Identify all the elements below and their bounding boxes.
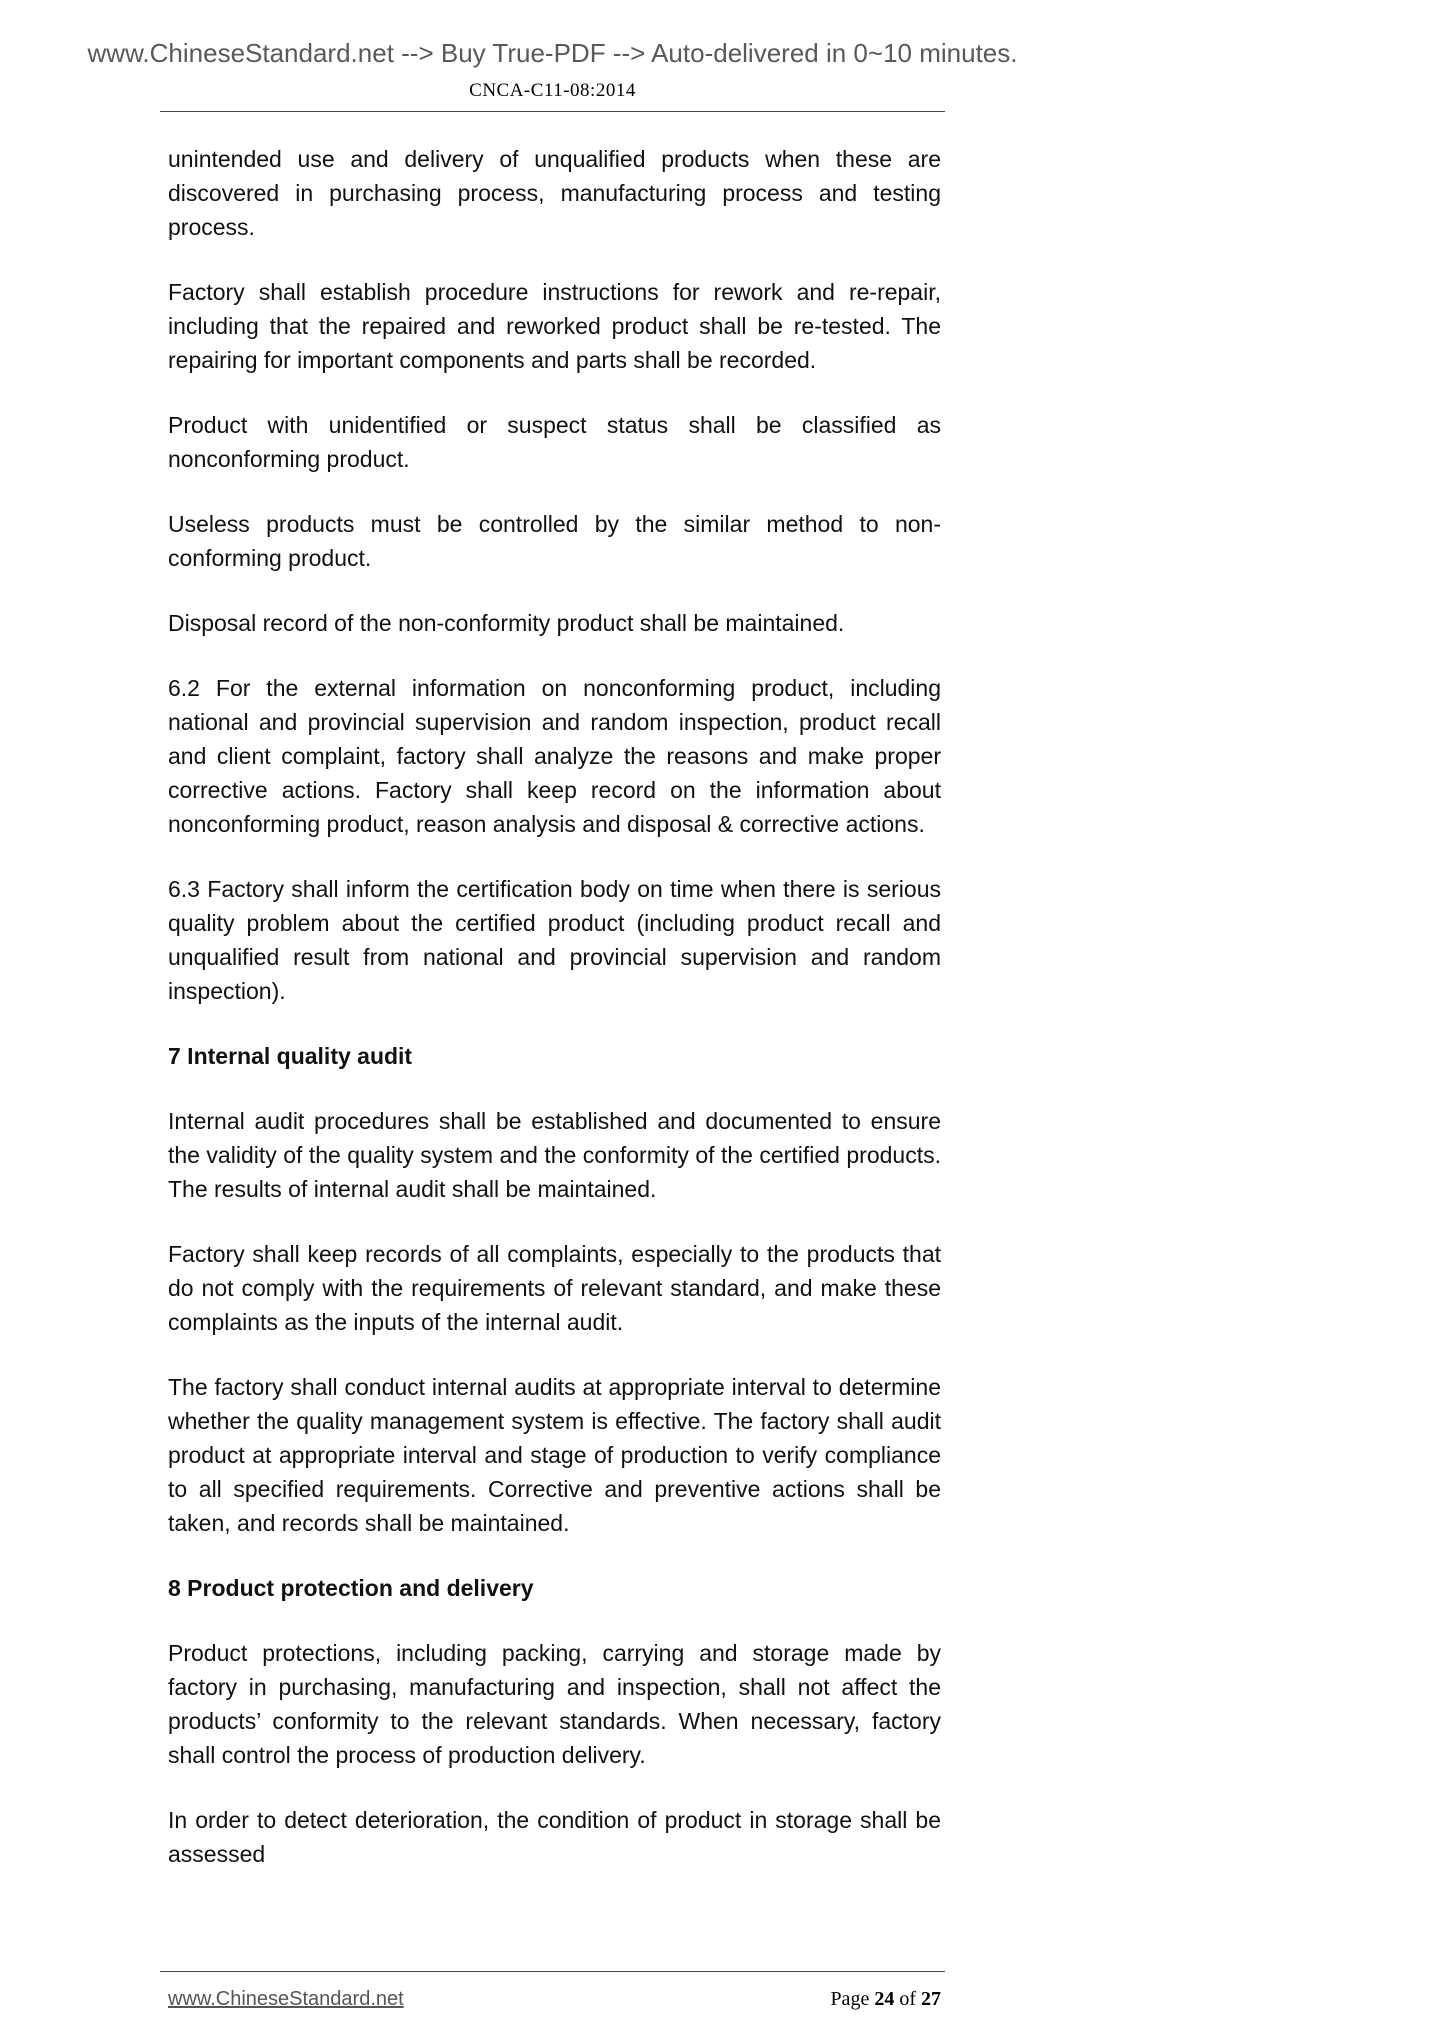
section-heading: 7 Internal quality audit	[168, 1043, 413, 1069]
page-total: 27	[921, 1988, 941, 2010]
paragraph: 6.3 Factory shall inform the certification body on time when there is serious quality problem about the certified product (including product recall and unqualified result from national and provincial supervision and random inspection).	[168, 876, 941, 1004]
footer-rule	[160, 1971, 945, 1972]
paragraph: Product with unidentified or suspect status shall be classified as nonconforming product.	[168, 412, 941, 472]
paragraph: The factory shall conduct internal audits at appropriate interval to determine whether the quality management system is effective. The factory shall audit product at appropriate interval and stage of production to verify compliance to all specified requirements. Corrective and preventive actions shall be taken, and records shall be maintained.	[168, 1374, 941, 1536]
paragraph: Product protections, including packing, carrying and storage made by factory in purchasing, manufacturing and inspection, shall not affect the products’ conformity to the relevant standards. When necessary, factory shall control the process of production delivery.	[168, 1640, 941, 1768]
header-rule	[160, 111, 945, 112]
document-content	[168, 142, 941, 1871]
paragraph: In order to detect deterioration, the condition of product in storage shall be assessed	[168, 1807, 941, 1867]
paragraph: Useless products must be controlled by the similar method to non-conforming product.	[168, 511, 941, 571]
header-promo: www.ChineseStandard.net --> Buy True-PDF --> Auto-delivered in 0~10 minutes.	[87, 38, 1018, 68]
doc-number: CNCA-C11-08:2014	[469, 80, 636, 101]
section-heading: 8 Product protection and delivery	[168, 1575, 534, 1601]
page-current: 24	[874, 1988, 895, 2010]
page-footer	[0, 1962, 1105, 2011]
page-label: Page	[830, 1988, 870, 2010]
paragraph: Factory shall keep records of all complaints, especially to the products that do not comply with the requirements of relevant standard, and make these complaints as the inputs of the internal audit.	[168, 1241, 941, 1335]
paragraph: unintended use and delivery of unqualified products when these are discovered in purchasing process, manufacturing process and testing process.	[168, 146, 941, 240]
page-indicator	[830, 1988, 941, 2011]
paragraph: Factory shall establish procedure instructions for rework and re-repair, including that the repaired and reworked product shall be re-tested. The repairing for important components and parts shall be recorded.	[168, 279, 941, 373]
paragraph: 6.2 For the external information on nonconforming product, including national and provincial supervision and random inspection, product recall and client complaint, factory shall analyze the reasons and make proper corrective actions. Factory shall keep record on the information about nonconforming product, reason analysis and disposal & corrective actions.	[168, 675, 941, 837]
paragraph: Internal audit procedures shall be established and documented to ensure the validity of the quality system and the conformity of the certified products. The results of internal audit shall be maintained.	[168, 1108, 941, 1202]
paragraph: Disposal record of the non-conformity product shall be maintained.	[168, 610, 845, 636]
of-label: of	[899, 1988, 916, 2010]
footer-row	[168, 1988, 941, 2011]
footer-site-link[interactable]: www.ChineseStandard.net	[168, 1988, 404, 2010]
